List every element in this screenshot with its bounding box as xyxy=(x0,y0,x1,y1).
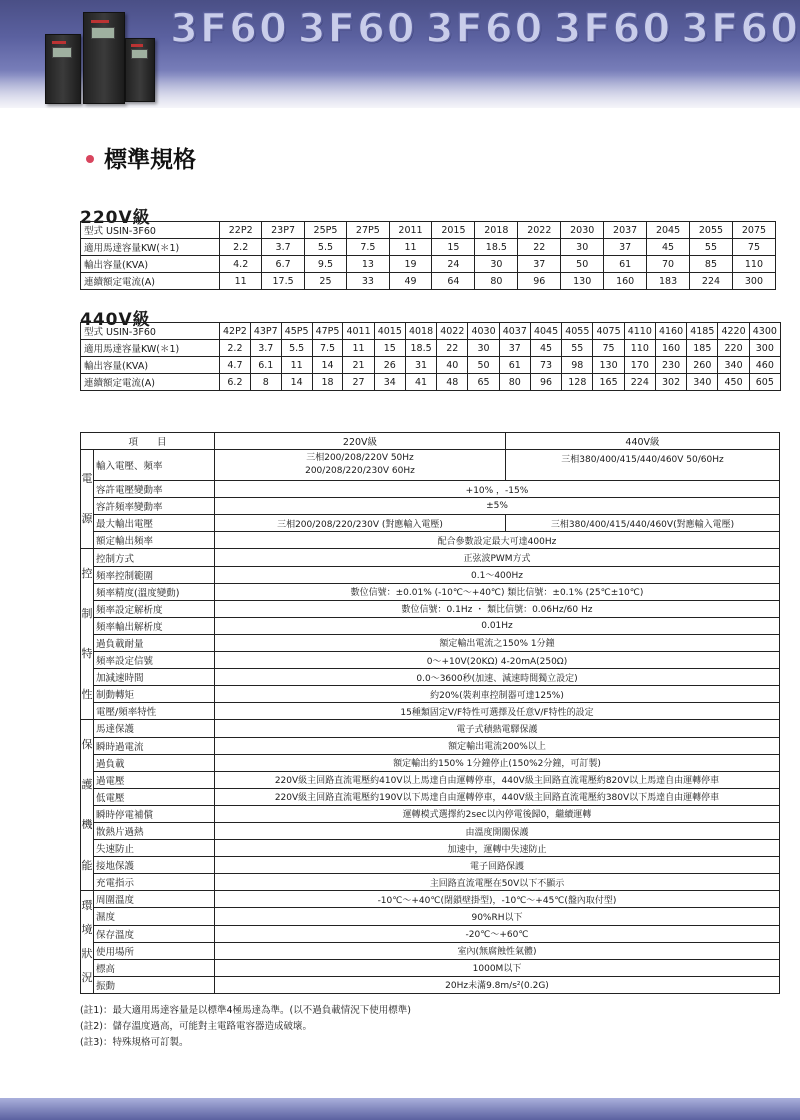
spec-value: -20℃～+60℃ xyxy=(215,925,780,942)
cell: 300 xyxy=(732,273,775,290)
cell: 224 xyxy=(624,374,655,391)
cell: 4018 xyxy=(405,323,436,340)
spec-value: 配合參數設定最大可達400Hz xyxy=(215,532,780,549)
spec-value: 0.01Hz xyxy=(215,617,780,634)
spec-row xyxy=(81,822,780,839)
spec-name: 頻率控制範圍 xyxy=(94,566,215,583)
spec-row xyxy=(81,686,780,703)
spec-row xyxy=(81,481,780,498)
spec-value-220v: 三相200/208/220/230V (對應輸入電壓) xyxy=(215,515,506,532)
spec-name: 保存溫度 xyxy=(94,925,215,942)
spec-value: 額定輸出約150% 1分鐘停止(150%2分鐘，可訂製) xyxy=(215,754,780,771)
cell: 4037 xyxy=(499,323,530,340)
spec-value: 正弦波PWM方式 xyxy=(215,549,780,566)
spec-row xyxy=(81,976,780,993)
spec-value: 額定輸出電流之150% 1分鐘 xyxy=(215,634,780,651)
cell: 11 xyxy=(389,239,432,256)
cell: 4011 xyxy=(343,323,374,340)
cell: 34 xyxy=(374,374,405,391)
cell: 80 xyxy=(499,374,530,391)
spec-row xyxy=(81,908,780,925)
cell: 45 xyxy=(647,239,690,256)
spec-row xyxy=(81,840,780,857)
cell: 18.5 xyxy=(475,239,518,256)
cell: 2022 xyxy=(518,222,561,239)
cell: 3.7 xyxy=(262,239,304,256)
cell: 340 xyxy=(718,357,749,374)
cell: 2037 xyxy=(604,222,647,239)
cell: 19 xyxy=(389,256,432,273)
cell: 80 xyxy=(475,273,518,290)
spec-row xyxy=(81,450,780,481)
cell: 7.5 xyxy=(347,239,389,256)
spec-name: 制動轉矩 xyxy=(94,686,215,703)
cell: 15 xyxy=(432,239,475,256)
spec-name: 散熱片過熱 xyxy=(94,822,215,839)
footnote: (註3)：特殊規格可訂製。 xyxy=(80,1037,189,1048)
bullet-icon xyxy=(86,155,94,163)
cell: 22 xyxy=(437,340,468,357)
cell: 30 xyxy=(468,340,499,357)
spec-row xyxy=(81,891,780,908)
model-row xyxy=(81,256,776,273)
spec-name: 周圍溫度 xyxy=(94,891,215,908)
spec-value: 電子式積熱電驛保護 xyxy=(215,720,780,737)
cell: 55 xyxy=(690,239,733,256)
cell: 110 xyxy=(624,340,655,357)
spec-row xyxy=(81,942,780,959)
cell: 96 xyxy=(518,273,561,290)
row-label: 適用馬達容量KW(＊1) xyxy=(81,239,220,256)
spec-row xyxy=(81,720,780,737)
group-power: 電 源 xyxy=(81,450,94,549)
spec-row xyxy=(81,634,780,651)
cell: 50 xyxy=(561,256,604,273)
spec-name: 頻率設定解析度 xyxy=(94,600,215,617)
spec-value: 額定輸出電流200%以上 xyxy=(215,737,780,754)
cell: 47P5 xyxy=(312,323,343,340)
spec-name: 低電壓 xyxy=(94,788,215,805)
spec-name: 過負載耐量 xyxy=(94,634,215,651)
spec-value: 數位信號：±0.01% (-10℃～+40℃) 類比信號：±0.1% (25℃±10℃) xyxy=(215,583,780,600)
model-banner xyxy=(170,6,800,52)
spec-name: 頻率輸出解析度 xyxy=(94,617,215,634)
cell: 45P5 xyxy=(281,323,312,340)
cell: 40 xyxy=(437,357,468,374)
spec-name: 控制方式 xyxy=(94,549,215,566)
spec-name: 額定輸出頻率 xyxy=(94,532,215,549)
cell: 98 xyxy=(562,357,593,374)
spec-row xyxy=(81,857,780,874)
cell: 130 xyxy=(561,273,604,290)
cell: 61 xyxy=(604,256,647,273)
cell: 21 xyxy=(343,357,374,374)
cell: 2030 xyxy=(561,222,604,239)
spec-name: 濕度 xyxy=(94,908,215,925)
spec-value-440v: 三相380/400/415/440/460V 50/60Hz xyxy=(506,450,780,481)
cell: 13 xyxy=(347,256,389,273)
cell: 8 xyxy=(250,374,281,391)
cell: 4185 xyxy=(687,323,718,340)
spec-name: 電壓/頻率特性 xyxy=(94,703,215,720)
cell: 4055 xyxy=(562,323,593,340)
spec-name: 失速防止 xyxy=(94,840,215,857)
model-row xyxy=(81,340,781,357)
spec-value: 220V級主回路直流電壓約410V以上馬達自由運轉停車，440V級主回路直流電壓約820V以上馬達自由運轉停車 xyxy=(215,771,780,788)
cell: 2055 xyxy=(690,222,733,239)
spec-name: 馬達保護 xyxy=(94,720,215,737)
spec-row xyxy=(81,669,780,686)
cell: 27P5 xyxy=(347,222,389,239)
spec-name: 過電壓 xyxy=(94,771,215,788)
spec-row xyxy=(81,925,780,942)
cell: 75 xyxy=(732,239,775,256)
cell: 42P2 xyxy=(220,323,251,340)
cell: 17.5 xyxy=(262,273,304,290)
spec-value-220v: 三相200/208/220V 50Hz 200/208/220/230V 60Hz xyxy=(215,450,506,481)
spec-value: +10% ，-15% xyxy=(215,481,780,498)
cell: 18.5 xyxy=(405,340,436,357)
cell: 220 xyxy=(718,340,749,357)
cell: 4022 xyxy=(437,323,468,340)
cell: 25P5 xyxy=(304,222,346,239)
model-row xyxy=(81,357,781,374)
cell: 4075 xyxy=(593,323,624,340)
spec-name: 振動 xyxy=(94,976,215,993)
cell: 61 xyxy=(499,357,530,374)
spec-value: 90%RH以下 xyxy=(215,908,780,925)
spec-value: 約20%(裝剎車控制器可達125%) xyxy=(215,686,780,703)
spec-value: -10℃～+40℃(閉鎖壁掛型)，-10℃～+45℃(盤內取付型) xyxy=(215,891,780,908)
cell: 22P2 xyxy=(220,222,262,239)
cell: 37 xyxy=(604,239,647,256)
spec-row xyxy=(81,549,780,566)
spec-value: 室內(無腐蝕性氣體) xyxy=(215,942,780,959)
spec-row xyxy=(81,600,780,617)
model-row xyxy=(81,273,776,290)
spec-row xyxy=(81,874,780,891)
cell: 2.2 xyxy=(220,239,262,256)
spec-name: 接地保護 xyxy=(94,857,215,874)
cell: 85 xyxy=(690,256,733,273)
spec-value: 1000M以下 xyxy=(215,959,780,976)
cell: 4030 xyxy=(468,323,499,340)
spec-value: 加速中，運轉中失速防止 xyxy=(215,840,780,857)
spec-value: 0.1～400Hz xyxy=(215,566,780,583)
spec-value: ±5% xyxy=(215,498,780,515)
cell: 30 xyxy=(475,256,518,273)
cell: 14 xyxy=(281,374,312,391)
spec-value: 由溫度開關保護 xyxy=(215,822,780,839)
footer-bar xyxy=(0,1098,800,1120)
cell: 11 xyxy=(343,340,374,357)
control-group xyxy=(81,549,780,720)
cell: 2015 xyxy=(432,222,475,239)
footnotes xyxy=(80,1003,411,1051)
row-label: 型式 USIN-3F60 xyxy=(81,222,220,239)
cell: 160 xyxy=(604,273,647,290)
cell: 70 xyxy=(647,256,690,273)
cell: 170 xyxy=(624,357,655,374)
spec-row xyxy=(81,652,780,669)
group-control: 控 制 特 性 xyxy=(81,549,94,720)
cell: 73 xyxy=(530,357,561,374)
cell: 43P7 xyxy=(250,323,281,340)
banner-text: 3F60 xyxy=(553,6,673,52)
table-220v xyxy=(80,221,776,290)
cell: 49 xyxy=(389,273,432,290)
spec-name: 瞬時停電補償 xyxy=(94,805,215,822)
cell: 24 xyxy=(432,256,475,273)
spec-name: 過負載 xyxy=(94,754,215,771)
cell: 110 xyxy=(732,256,775,273)
cell: 9.5 xyxy=(304,256,346,273)
cell: 14 xyxy=(312,357,343,374)
spec-header-row xyxy=(81,433,780,450)
banner-text: 3F60 xyxy=(681,6,800,52)
cell: 185 xyxy=(687,340,718,357)
spec-name: 容許頻率變動率 xyxy=(94,498,215,515)
cell: 7.5 xyxy=(312,340,343,357)
spec-value: 電子回路保護 xyxy=(215,857,780,874)
cell: 302 xyxy=(655,374,686,391)
cell: 4300 xyxy=(749,323,780,340)
spec-value: 20Hz未滿9.8m/s²(0.2G) xyxy=(215,976,780,993)
cell: 300 xyxy=(749,340,780,357)
cell: 4.7 xyxy=(220,357,251,374)
cell: 6.1 xyxy=(250,357,281,374)
cell: 4045 xyxy=(530,323,561,340)
cell: 27 xyxy=(343,374,374,391)
protect-group xyxy=(81,720,780,891)
cell: 160 xyxy=(655,340,686,357)
spec-row xyxy=(81,754,780,771)
spec-name: 輸入電壓、頻率 xyxy=(94,450,215,481)
cell: 23P7 xyxy=(262,222,304,239)
spec-row xyxy=(81,805,780,822)
table-440v xyxy=(80,322,781,391)
cell: 5.5 xyxy=(304,239,346,256)
cell: 6.7 xyxy=(262,256,304,273)
cell: 3.7 xyxy=(250,340,281,357)
model-row xyxy=(81,222,776,239)
cell: 4110 xyxy=(624,323,655,340)
cell: 130 xyxy=(593,357,624,374)
spec-name: 頻率精度(溫度變動) xyxy=(94,583,215,600)
cell: 460 xyxy=(749,357,780,374)
cell: 2018 xyxy=(475,222,518,239)
cell: 4.2 xyxy=(220,256,262,273)
cell: 11 xyxy=(281,357,312,374)
spec-row xyxy=(81,515,780,532)
cell: 50 xyxy=(468,357,499,374)
cell: 96 xyxy=(530,374,561,391)
heading-440v: 440V級 xyxy=(80,310,151,330)
row-label: 適用馬達容量KW(＊1) xyxy=(81,340,220,357)
header-banner xyxy=(0,0,800,108)
banner-text: 3F60 xyxy=(170,6,289,52)
cell: 605 xyxy=(749,374,780,391)
spec-name: 充電指示 xyxy=(94,874,215,891)
cell: 48 xyxy=(437,374,468,391)
spec-row xyxy=(81,583,780,600)
cell: 6.2 xyxy=(220,374,251,391)
cell: 11 xyxy=(220,273,262,290)
spec-header-440v: 440V級 xyxy=(506,433,780,450)
spec-name: 瞬時過電流 xyxy=(94,737,215,754)
model-row xyxy=(81,374,781,391)
cell: 260 xyxy=(687,357,718,374)
cell: 4015 xyxy=(374,323,405,340)
spec-value: 0～+10V(20KΩ) 4-20mA(250Ω) xyxy=(215,652,780,669)
spec-name: 使用場所 xyxy=(94,942,215,959)
cell: 2075 xyxy=(732,222,775,239)
cell: 450 xyxy=(718,374,749,391)
cell: 22 xyxy=(518,239,561,256)
group-protect: 保 護 機 能 xyxy=(81,720,94,891)
heading-220v: 220V級 xyxy=(80,208,151,228)
spec-name: 頻率設定信號 xyxy=(94,652,215,669)
cell: 230 xyxy=(655,357,686,374)
spec-row xyxy=(81,959,780,976)
cell: 4220 xyxy=(718,323,749,340)
spec-header-220v: 220V級 xyxy=(215,433,506,450)
cell: 31 xyxy=(405,357,436,374)
cell: 64 xyxy=(432,273,475,290)
page-title: 標準規格 xyxy=(86,141,196,174)
cell: 25 xyxy=(304,273,346,290)
cell: 37 xyxy=(518,256,561,273)
spec-row xyxy=(81,617,780,634)
spec-row xyxy=(81,703,780,720)
spec-row xyxy=(81,532,780,549)
cell: 41 xyxy=(405,374,436,391)
spec-name: 最大輸出電壓 xyxy=(94,515,215,532)
banner-text: 3F60 xyxy=(425,6,545,52)
cell: 128 xyxy=(562,374,593,391)
cell: 4160 xyxy=(655,323,686,340)
spec-value-440v: 三相380/400/415/440/460V(對應輸入電壓) xyxy=(506,515,780,532)
env-group xyxy=(81,891,780,994)
row-label: 輸出容量(KVA) xyxy=(81,256,220,273)
row-label: 型式 USIN-3F60 xyxy=(81,323,220,340)
footnote: (註1)：最大適用馬達容量是以標準4極馬達為準。(以不過負載情況下使用標準) xyxy=(80,1005,411,1016)
spec-value: 主回路直流電壓在50V以下不顯示 xyxy=(215,874,780,891)
spec-value: 運轉模式選擇約2sec以內停電後歸0，繼續運轉 xyxy=(215,805,780,822)
model-row xyxy=(81,323,781,340)
cell: 75 xyxy=(593,340,624,357)
spec-name: 標高 xyxy=(94,959,215,976)
cell: 15 xyxy=(374,340,405,357)
group-env: 環 境 狀 況 xyxy=(81,891,94,994)
product-image xyxy=(45,12,155,104)
banner-text: 3F60 xyxy=(297,6,417,52)
spec-value: 15種類固定V/F特性可選擇及任意V/F特性的設定 xyxy=(215,703,780,720)
cell: 18 xyxy=(312,374,343,391)
spec-value: 220V級主回路直流電壓約190V以下馬達自由運轉停車，440V級主回路直流電壓約380V以下馬達自由運轉停車 xyxy=(215,788,780,805)
spec-row xyxy=(81,737,780,754)
cell: 224 xyxy=(690,273,733,290)
cell: 30 xyxy=(561,239,604,256)
cell: 5.5 xyxy=(281,340,312,357)
spec-table xyxy=(80,432,780,994)
spec-row xyxy=(81,498,780,515)
footnote: (註2)：儲存溫度過高，可能對主電路電容器造成破壞。 xyxy=(80,1021,312,1032)
spec-value: 數位信號：0.1Hz ・ 類比信號：0.06Hz/60 Hz xyxy=(215,600,780,617)
row-label: 連續額定電流(A) xyxy=(81,374,220,391)
cell: 2011 xyxy=(389,222,432,239)
cell: 45 xyxy=(530,340,561,357)
cell: 183 xyxy=(647,273,690,290)
row-label: 連續額定電流(A) xyxy=(81,273,220,290)
cell: 37 xyxy=(499,340,530,357)
cell: 2045 xyxy=(647,222,690,239)
spec-row xyxy=(81,788,780,805)
spec-row xyxy=(81,566,780,583)
cell: 33 xyxy=(347,273,389,290)
cell: 26 xyxy=(374,357,405,374)
spec-header-item: 項 目 xyxy=(81,433,215,450)
row-label: 輸出容量(KVA) xyxy=(81,357,220,374)
spec-row xyxy=(81,771,780,788)
cell: 55 xyxy=(562,340,593,357)
cell: 65 xyxy=(468,374,499,391)
spec-name: 容許電壓變動率 xyxy=(94,481,215,498)
spec-value: 0.0～3600秒(加速、減速時間獨立設定) xyxy=(215,669,780,686)
cell: 165 xyxy=(593,374,624,391)
cell: 2.2 xyxy=(220,340,251,357)
spec-name: 加減速時間 xyxy=(94,669,215,686)
model-row xyxy=(81,239,776,256)
cell: 340 xyxy=(687,374,718,391)
